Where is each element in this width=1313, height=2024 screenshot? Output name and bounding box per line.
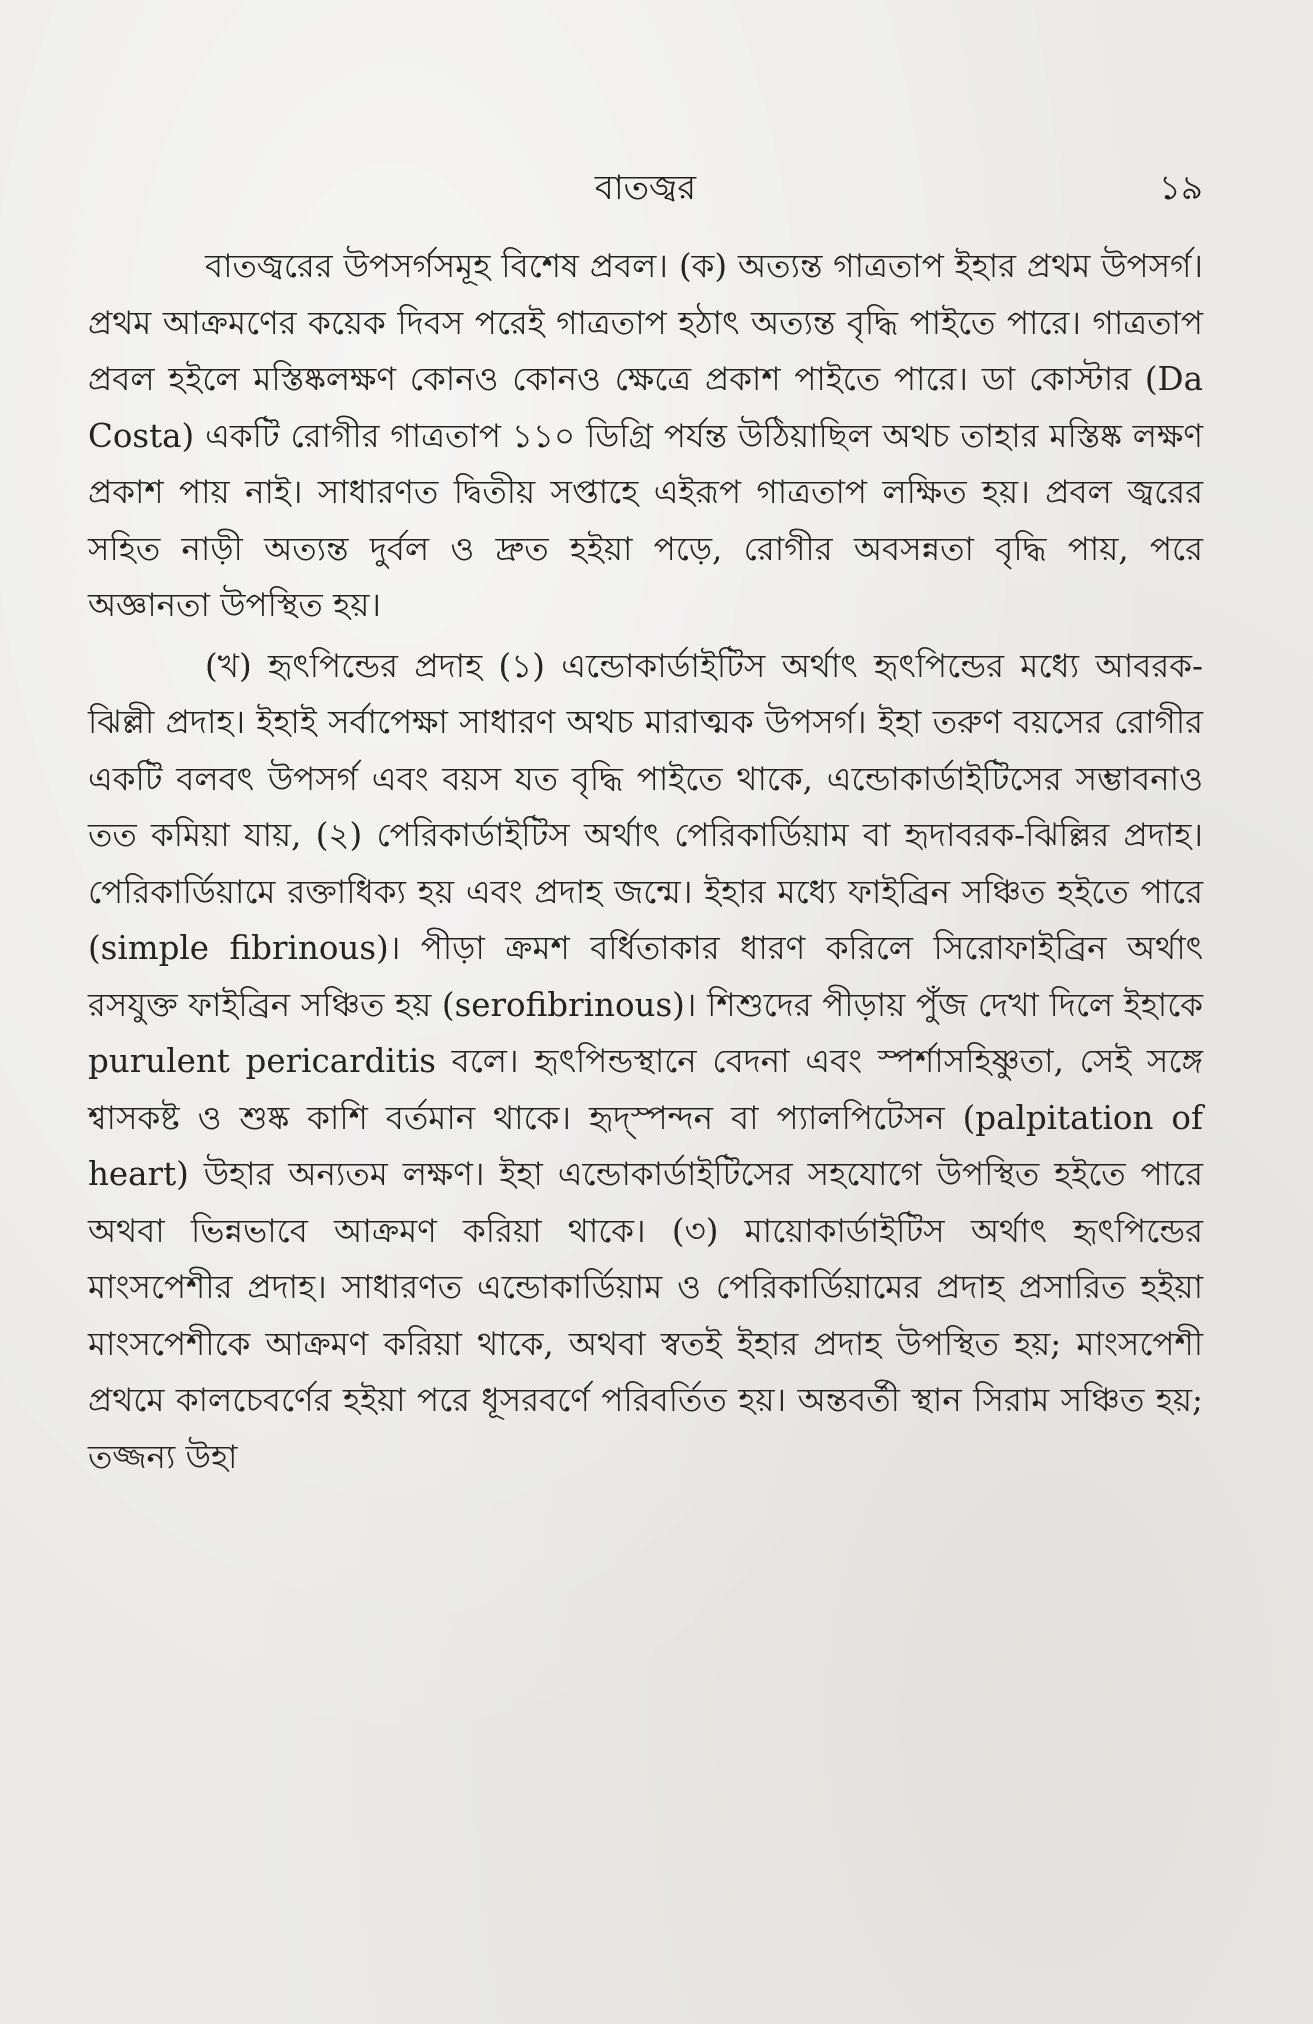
page-number: ১৯ [1158,168,1203,208]
paragraph-symptoms-intro: বাতজ্বরের উপসর্গসমূহ বিশেষ প্রবল। (ক) অত্যন্ত গাত্রতাপ ইহার প্রথম উপসর্গ। প্রথম আক্রমণের কয়েক দিবস পরেই গাত্রতাপ হঠাৎ অত্যন্ত বৃদ্ধি পাইতে পারে। গাত্রতাপ প্রবল হইলে মস্তিষ্কলক্ষণ কোনও কোনও ক্ষেত্রে প্রকাশ পাইতে পারে। ডা কোস্টার (Da Costa) একটি রোগীর গাত্রতাপ ১১০ ডিগ্রি পর্যন্ত উঠিয়াছিল অথচ তাহার মস্তিষ্ক লক্ষণ প্রকাশ পায় নাই। সাধারণত দ্বিতীয় সপ্তাহে এইরূপ গাত্রতাপ লক্ষিত হয়। প্রবল জ্বরের সহিত নাড়ী অত্যন্ত দুর্বল ও দ্রুত হইয়া পড়ে, রোগীর অবসন্নতা বৃদ্ধি পায়, পরে অজ্ঞানতা উপস্থিত হয়। [88,247,1203,624]
running-title: বাতজ্বর [594,168,697,208]
body-text [88,238,1203,1485]
page-header [88,160,1203,216]
paragraph-heart-inflammation: (খ) হৃৎপিন্ডের প্রদাহ (১) এন্ডোকার্ডাইটিস অর্থাৎ হৃৎপিন্ডের মধ্যে আবরক-ঝিল্লী প্রদাহ। ইহাই সর্বাপেক্ষা সাধারণ অথচ মারাত্মক উপসর্গ। ইহা তরুণ বয়সের রোগীর একটি বলবৎ উপসর্গ এবং বয়স যত বৃদ্ধি পাইতে থাকে, এন্ডোকার্ডাইটিসের সম্ভাবনাও তত কমিয়া যায়, (২) পেরিকার্ডাইটিস অর্থাৎ পেরিকার্ডিয়াম বা হৃদাবরক-ঝিল্লির প্রদাহ। পেরিকার্ডিয়ামে রক্তাধিক্য হয় এবং প্রদাহ জন্মে। ইহার মধ্যে ফাইব্রিন সঞ্চিত হইতে পারে (simple fibrinous)। পীড়া ক্রমশ বর্ধিতাকার ধারণ করিলে সিরোফাইব্রিন অর্থাৎ রসযুক্ত ফাইব্রিন সঞ্চিত হয় (serofibrinous)। শিশুদের পীড়ায় পুঁজ দেখা দিলে ইহাকে purulent pericarditis বলে। হৃৎপিন্ডস্থানে বেদনা এবং স্পর্শাসহিষ্ণুতা, সেই সঙ্গে শ্বাসকষ্ট ও শুষ্ক কাশি বর্তমান থাকে। হৃদ্স্পন্দন বা প্যালপিটেসন (palpitation of heart) উহার অন্যতম লক্ষণ। ইহা এন্ডোকার্ডাইটিসের সহযোগে উপস্থিত হইতে পারে অথবা ভিন্নভাবে আক্রমণ করিয়া থাকে। (৩) মায়োকার্ডাইটিস অর্থাৎ হৃৎপিন্ডের মাংসপেশীর প্রদাহ। সাধারণত এন্ডোকার্ডিয়াম ও পেরিকার্ডিয়ামের প্রদাহ প্রসারিত হইয়া মাংসপেশীকে আক্রমণ করিয়া থাকে, অথবা স্বতই ইহার প্রদাহ উপস্থিত হয়; মাংসপেশী প্রথমে কালচেবর্ণের হইয়া পরে ধূসরবর্ণে পরিবর্তিত হয়। অন্তবর্তী স্থান সিরাম সঞ্চিত হয়; তজ্জন্য উহা [88,646,1203,1476]
